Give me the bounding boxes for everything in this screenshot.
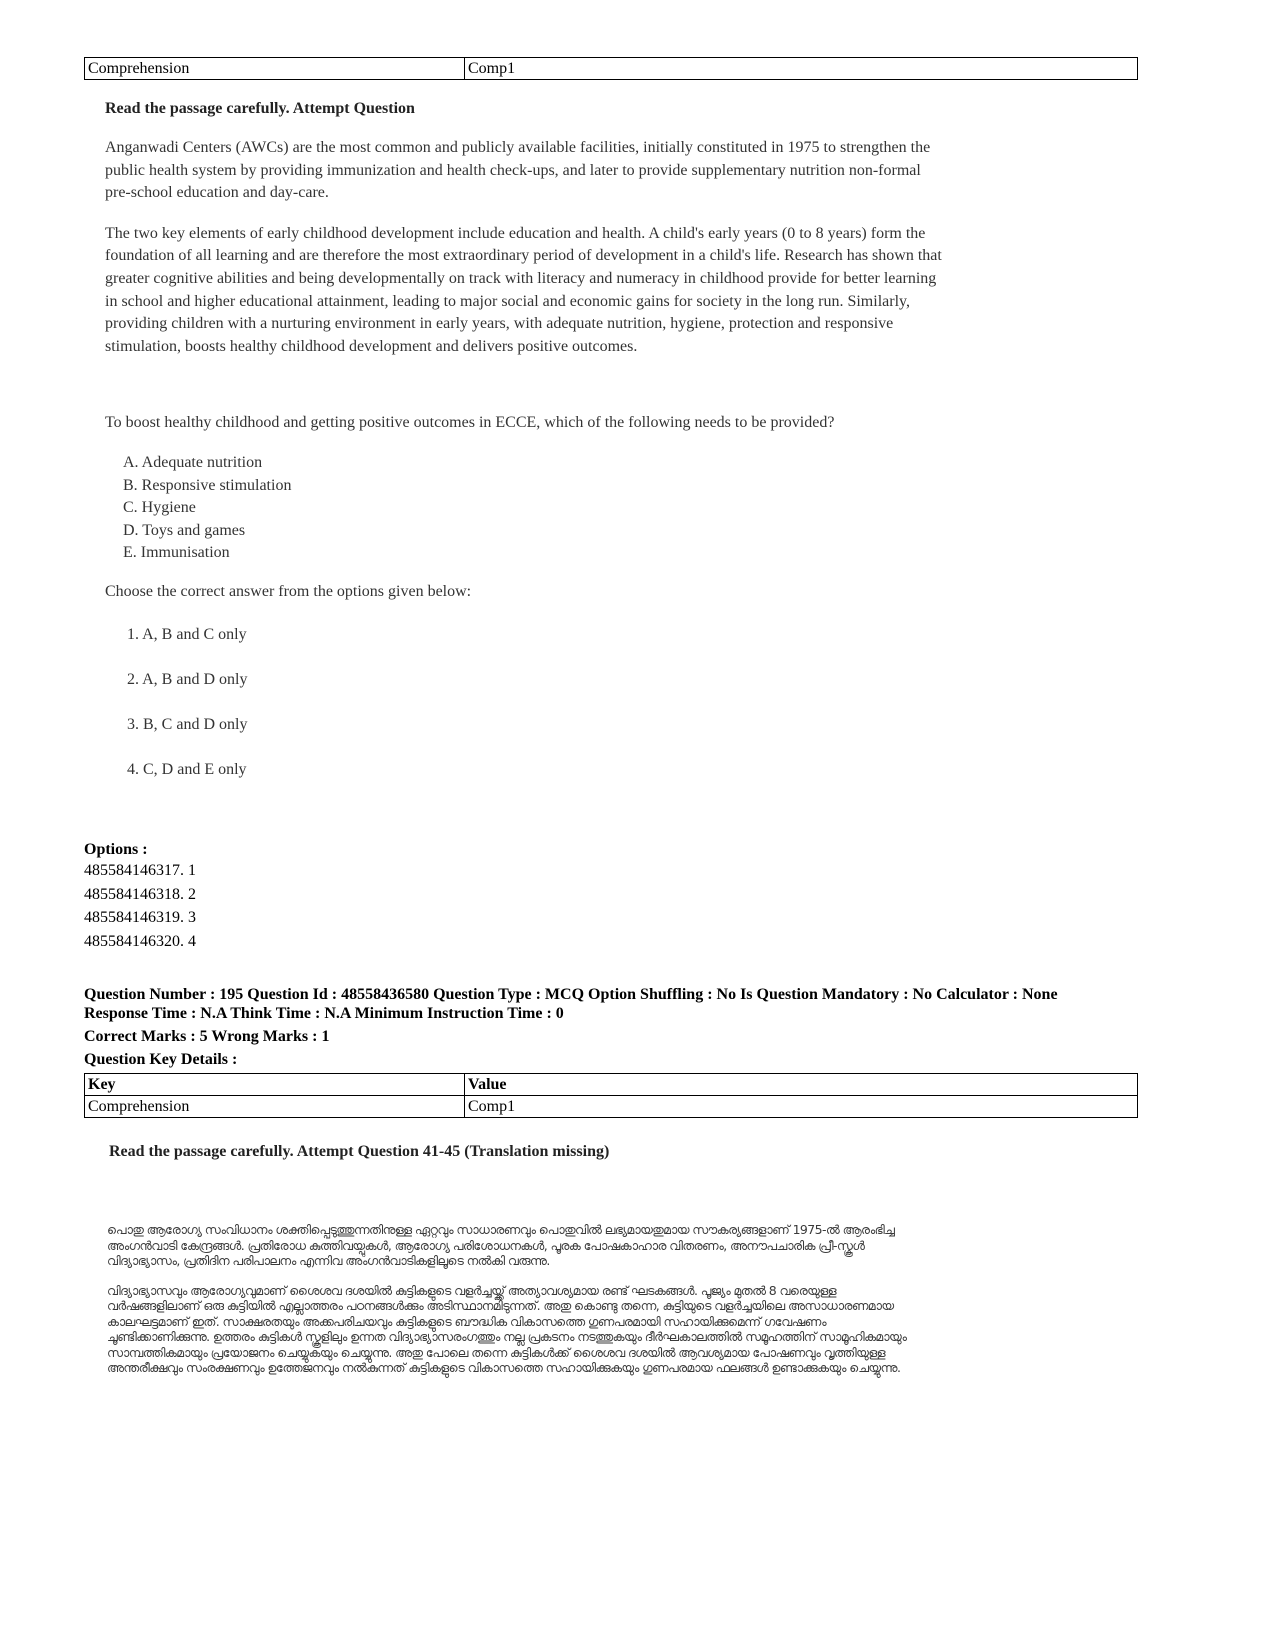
options-block	[84, 841, 196, 953]
passage-malayalam-header	[109, 1143, 1009, 1161]
list-item: 2. A, B and D only	[127, 670, 248, 688]
passage-heading: Read the passage carefully. Attempt Question 41-45 (Translation missing)	[109, 1143, 610, 1160]
option-item: 485584146319. 3	[84, 909, 196, 926]
question-meta-line: Response Time : N.A Think Time : N.A Minimum Instruction Time : 0	[84, 1005, 564, 1022]
passage-malayalam	[107, 1222, 917, 1376]
passage-paragraph: വിദ്യാഭ്യാസവും ആരോഗ്യവുമാണ് ശൈശവ ദശയിൽ കുട്ടികളുടെ വളർച്ചയ്ക്ക് അത്യാവശ്യമായ രണ്ട് ഘടകങ്ങൾ. പൂജ്യം മുതൽ 8 വരെയുള്ള വർഷങ്ങളിലാണ് ഒരു കുട്ടിയിൽ എല്ലാത്തരം പഠനങ്ങൾക്കും അടിസ്ഥാനമിടുന്നത്. അതു കൊണ്ടു തന്നെ, കുട്ടിയുടെ വളർച്ചയിലെ അസാധാരണമായ കാലഘട്ടമാണ് ഇത്. സാക്ഷരതയും അക്കപരിചയവും കുട്ടികളുടെ ബൗദ്ധിക വികാസത്തെ ഗുണപരമായി സഹായിക്കുമെന്ന് ഗവേഷണം ചൂണ്ടിക്കാണിക്കുന്നു. ഉത്തരം കുട്ടികൾ സ്കൂളിലും ഉന്നത വിദ്യാഭ്യാസരംഗത്തും നല്ല പ്രകടനം നടത്തുകയും ദീർഘകാലത്തിൽ സമൂഹത്തിന് സാമൂഹികമായും സാമ്പത്തികമായും പ്രയോജനം ചെയ്യുകയും ചെയ്യുന്നു. അതു പോലെ തന്നെ കുട്ടികൾക്ക് ശൈശവ ദശയിൽ ആവശ്യമായ പോഷണവും വൃത്തിയുള്ള അന്തരീക്ഷവും സംരക്ഷണവും ഉത്തേജനവും നൽകുന്നത് കുട്ടികളുടെ വികാസത്തെ സഹായിക്കുകയും ഗുണപരമായ ഫലങ്ങൾ ഉണ്ടാക്കുകയും ചെയ്യുന്നു.	[107, 1282, 907, 1375]
list-item: 3. B, C and D only	[127, 715, 248, 733]
passage-paragraph: The two key elements of early childhood development include education and health. A child's early years (0 to 8 years) form the foundation of all learning and are therefore the most extraordinary period of development in a child's life. Research has shown that greater cognitive abilities and being developmentally on track with literacy and numeracy in childhood provide for better learning in school and higher educational attainment, leading to major social and economic gains for society in the long run. Similarly, providing children with a nurturing environment in early years, with adequate nutrition, hygiene, protection and responsive stimulation, boosts healthy childhood development and delivers positive outcomes.	[105, 224, 942, 355]
list-item: D. Toys and games	[123, 521, 246, 539]
passage-heading: Read the passage carefully. Attempt Question	[105, 100, 415, 117]
key-value-table-top	[84, 57, 1138, 80]
question-meta	[84, 985, 1184, 1069]
table-header-key: Key	[85, 1074, 465, 1096]
option-item: 485584146320. 4	[84, 932, 196, 950]
list-item: A. Adequate nutrition	[123, 453, 263, 471]
question-text: To boost healthy childhood and getting positive outcomes in ECCE, which of the following needs to be provided?	[105, 414, 835, 432]
marks-line: Correct Marks : 5 Wrong Marks : 1	[84, 1028, 330, 1045]
key-value-table	[84, 1073, 1138, 1118]
list-item: 4. C, D and E only	[127, 760, 247, 778]
list-item: E. Immunisation	[123, 544, 230, 562]
list-item: C. Hygiene	[123, 499, 196, 517]
answer-list	[127, 624, 945, 781]
table-header-value: Value	[465, 1074, 1138, 1096]
passage-paragraph: Anganwadi Centers (AWCs) are the most common and publicly available facilities, initially constituted in 1975 to strengthen the public health system by providing immunization and health check-ups, and later to provide supplementary nutrition non-formal pre-school education and day-care.	[105, 139, 931, 202]
list-item: 1. A, B and C only	[127, 625, 247, 643]
list-item: B. Responsive stimulation	[123, 476, 292, 494]
options-label: Options :	[84, 841, 148, 858]
table-row	[85, 1096, 1138, 1118]
passage-english	[105, 100, 945, 804]
table-row	[85, 58, 1138, 80]
option-item: 485584146317. 1	[84, 862, 196, 879]
key-details-label: Question Key Details :	[84, 1051, 238, 1068]
passage-paragraph: പൊതു ആരോഗ്യ സംവിധാനം ശക്തിപ്പെടുത്തുന്നതിനുള്ള ഏറ്റവും സാധാരണവും പൊതുവിൽ ലഭ്യമായതുമായ സൗകര്യങ്ങളാണ് 1975-ൽ ആരംഭിച്ച അംഗൻവാടി കേന്ദ്രങ്ങൾ. പ്രതിരോധ കുത്തിവയ്പുകൾ, ആരോഗ്യ പരിശോധനകൾ, പൂരക പോഷകാഹാര വിതരണം, അനൗപചാരിക പ്രീ-സ്കൂൾ വിദ്യാഭ്യാസം, പ്രതിദിന പരിപാലനം എന്നിവ അംഗൻവാടികളിലൂടെ നൽകി വരുന്നു.	[107, 1222, 895, 1268]
table-header-row	[85, 1074, 1138, 1096]
statement-list	[123, 452, 945, 565]
table-cell-key: Comprehension	[85, 1096, 465, 1118]
table-cell-value: Comp1	[465, 1096, 1138, 1118]
table-cell-key: Comprehension	[85, 58, 465, 80]
table-cell-value: Comp1	[465, 58, 1138, 80]
instruction-text: Choose the correct answer from the options given below:	[105, 582, 472, 600]
option-item: 485584146318. 2	[84, 885, 196, 903]
question-meta-line: Question Number : 195 Question Id : 48558436580 Question Type : MCQ Option Shuffling : No Is Question Mandatory : No Calculator : None	[84, 986, 1058, 1003]
